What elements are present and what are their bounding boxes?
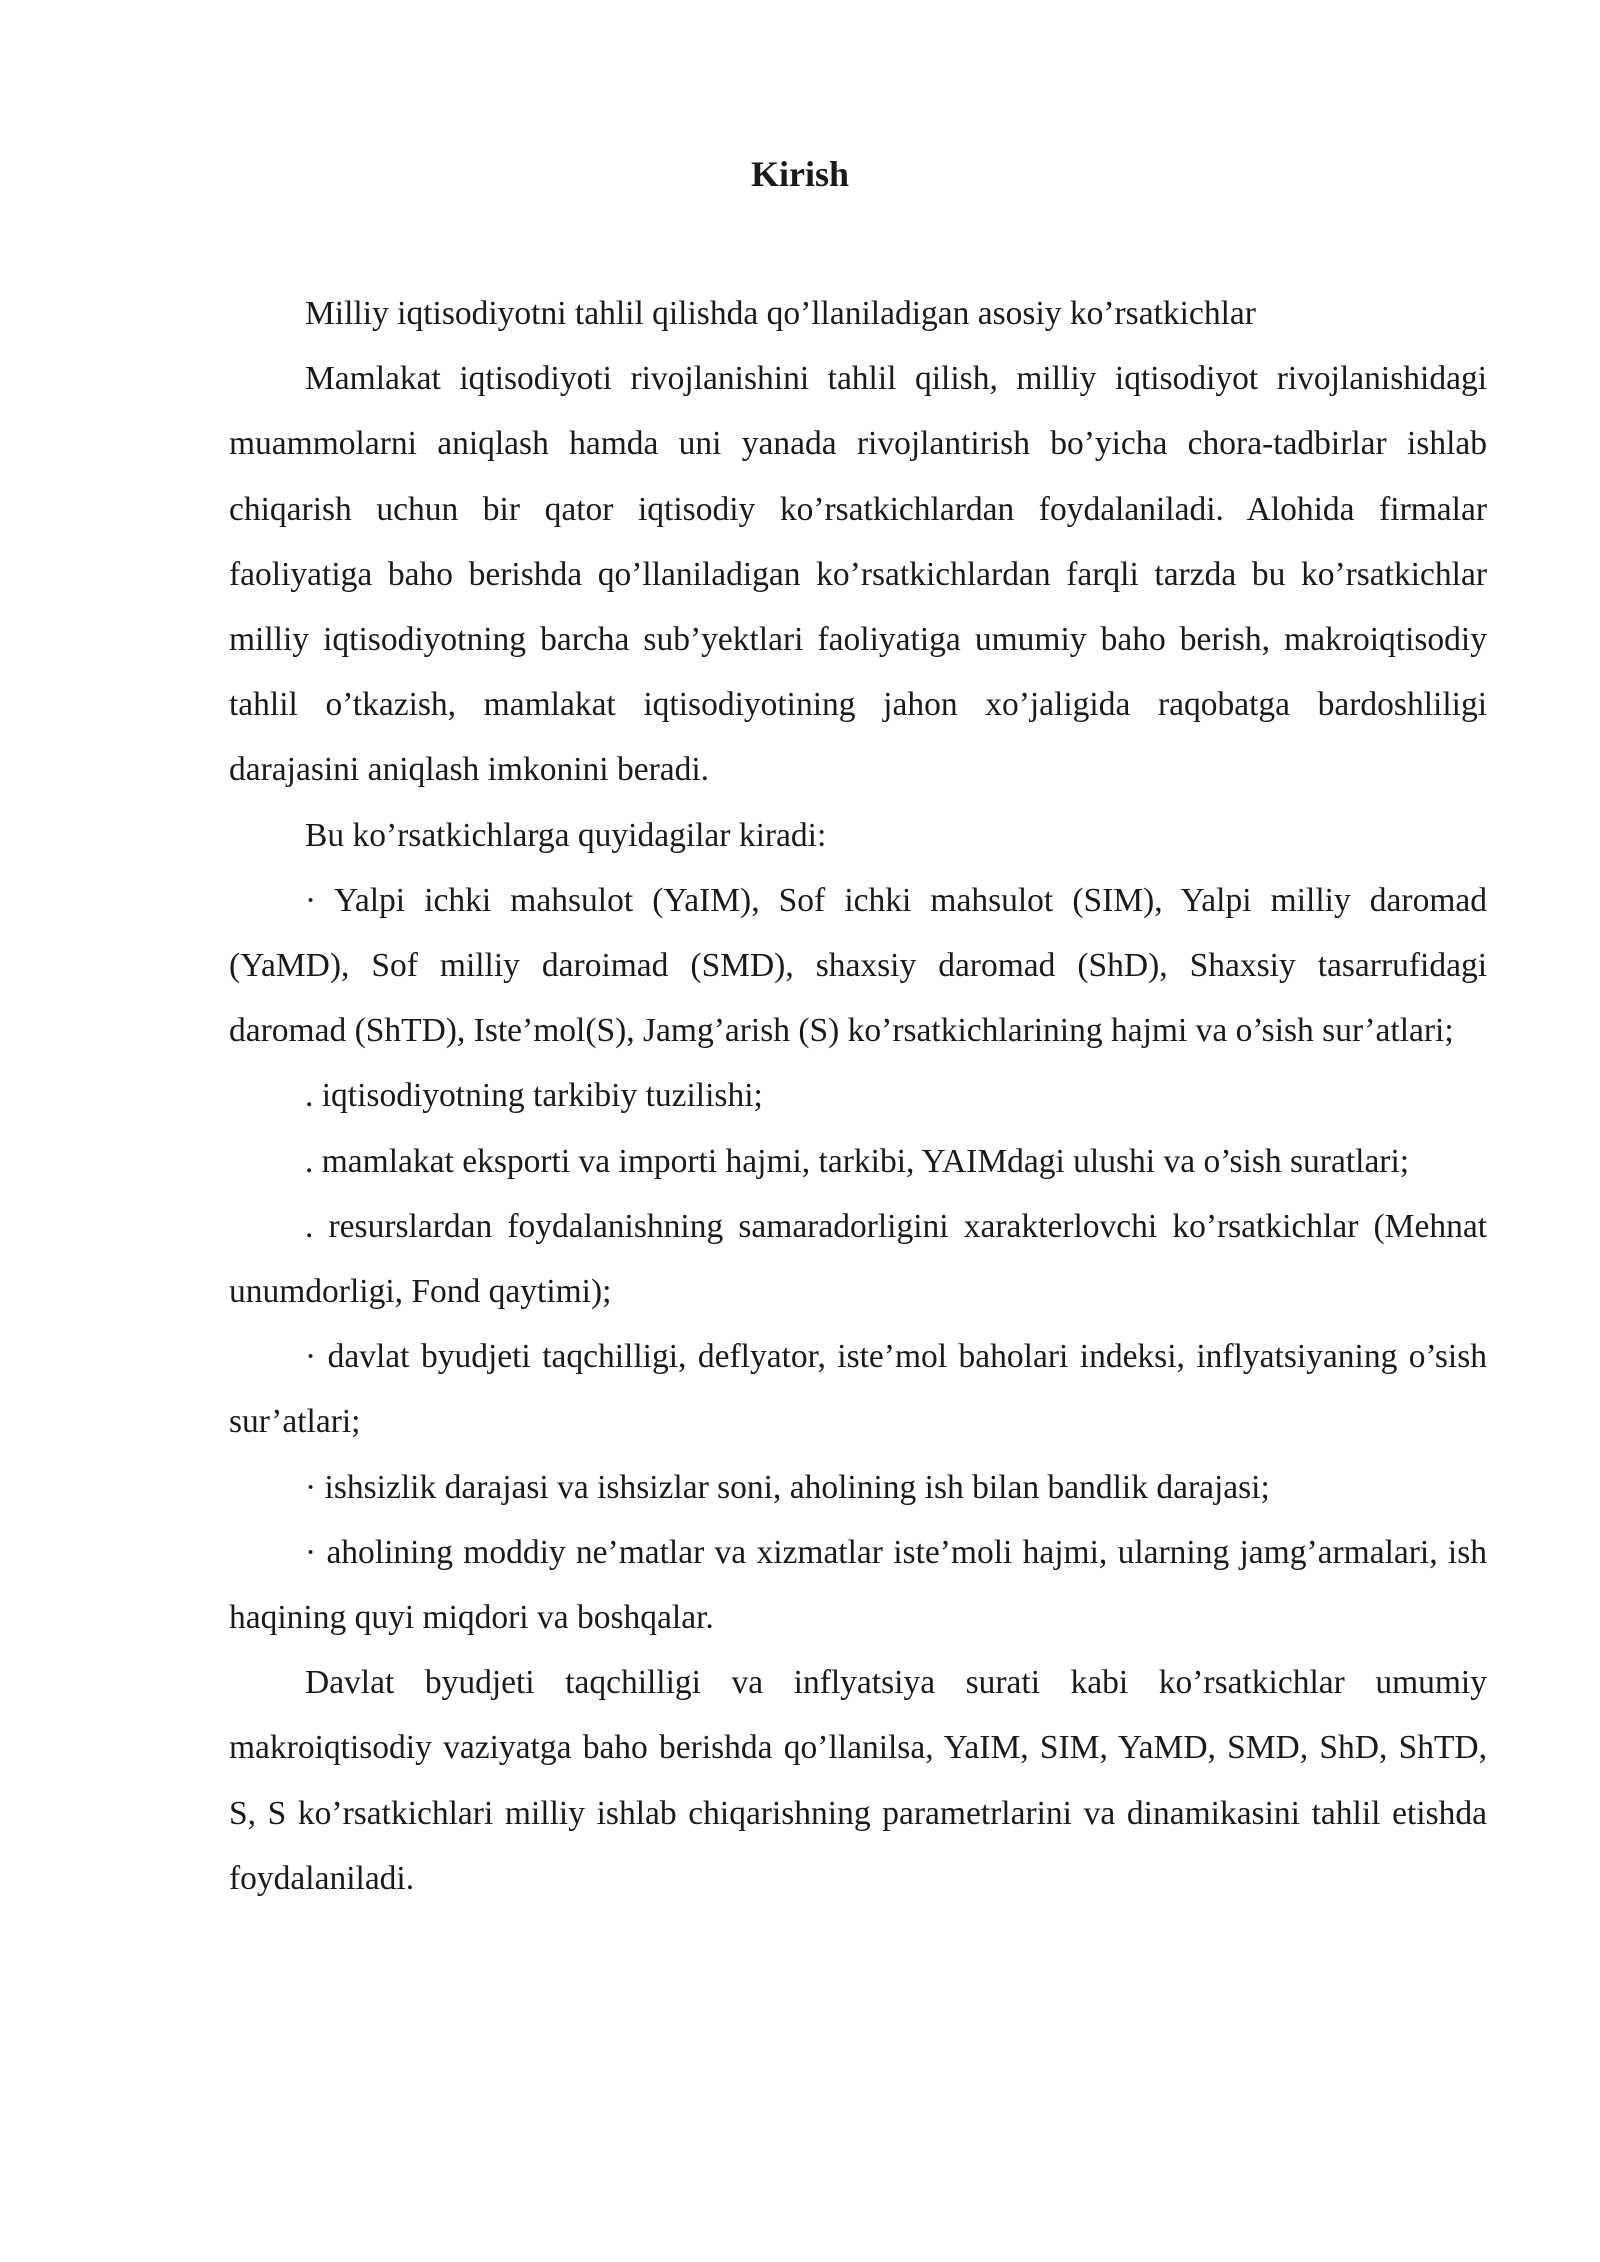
list-item-consumption: · aholining moddiy ne’matlar va xizmatlar iste’moli hajmi, ularning jamg’armalari, ish haqining quyi miqdori va boshqalar. (229, 1533, 1487, 1637)
list-item-gdp-indicators: · Yalpi ichki mahsulot (YaIM), Sof ichki mahsulot (SIM), Yalpi milliy daromad (YaMD), Sof milliy daroimad (SMD), shaxsiy daromad (ShD), Shaxsiy tasarrufidagi daromad (ShTD), Iste’mol(S), Jamg’arish (S) ko’rsatkichlarining hajmi va o’sish sur’atlari; (229, 881, 1487, 1050)
list-item-unemployment: · ishsizlik darajasi va ishsizlar soni, aholining ish bilan bandlik darajasi; (305, 1468, 1270, 1506)
paragraph-conclusion: Davlat byudjeti taqchilligi va inflyatsiya surati kabi ko’rsatkichlar umumiy makroiqtisodiy vaziyatga baho berishda qo’llanilsa, YaIM, SIM, YaMD, SMD, ShD, ShTD, S, S ko’rsatkichlari milliy ishlab chiqarishning parametrlarini va dinamikasini tahlil etishda foydalaniladi. (229, 1664, 1487, 1897)
paragraph-subheading: Milliy iqtisodiyotni tahlil qilishda qo’llaniladigan asosiy ko’rsatkichlar (305, 295, 1256, 332)
list-item-budget-inflation: · davlat byudjeti taqchilligi, deflyator, iste’mol baholari indeksi, inflyatsiyaning o’sish sur’atlari; (229, 1338, 1487, 1441)
list-item-economic-structure: . iqtisodiyotning tarkibiy tuzilishi; (305, 1077, 763, 1115)
list-item-export-import: . mamlakat eksporti va importi hajmi, tarkibi, YAIMdagi ulushi va o’sish suratlari; (305, 1142, 1410, 1180)
document-body (229, 281, 1487, 1911)
paragraph-list-intro: Bu ko’rsatkichlarga quyidagilar kiradi: (305, 816, 827, 854)
list-item-resource-efficiency: . resurslardan foydalanishning samaradorligini xarakterlovchi ko’rsatkichlar (Mehnat unumdorligi, Fond qaytimi); (229, 1207, 1487, 1311)
paragraph-intro: Mamlakat iqtisodiyoti rivojlanishini tahlil qilish, milliy iqtisodiyot rivojlanishidagi muammolarni aniqlash hamda uni yanada rivojlantirish bo’yicha chora-tadbirlar ishlab chiqarish uchun bir qator iqtisodiy ko’rsatkichlardan foydalaniladi. Alohida firmalar faoliyatiga baho berishda qo’llaniladigan ko’rsatkichlardan farqli tarzda bu ko’rsatkichlar milliy iqtisodiyotning barcha sub’yektlari faoliyatiga umumiy baho berish, makroiqtisodiy tahlil o’tkazish, mamlakat iqtisodiyotining jahon xo’jaligida raqobatga bardoshliligi darajasini aniqlash imkonini beradi. (229, 360, 1487, 789)
page-title: Kirish (750, 154, 849, 194)
